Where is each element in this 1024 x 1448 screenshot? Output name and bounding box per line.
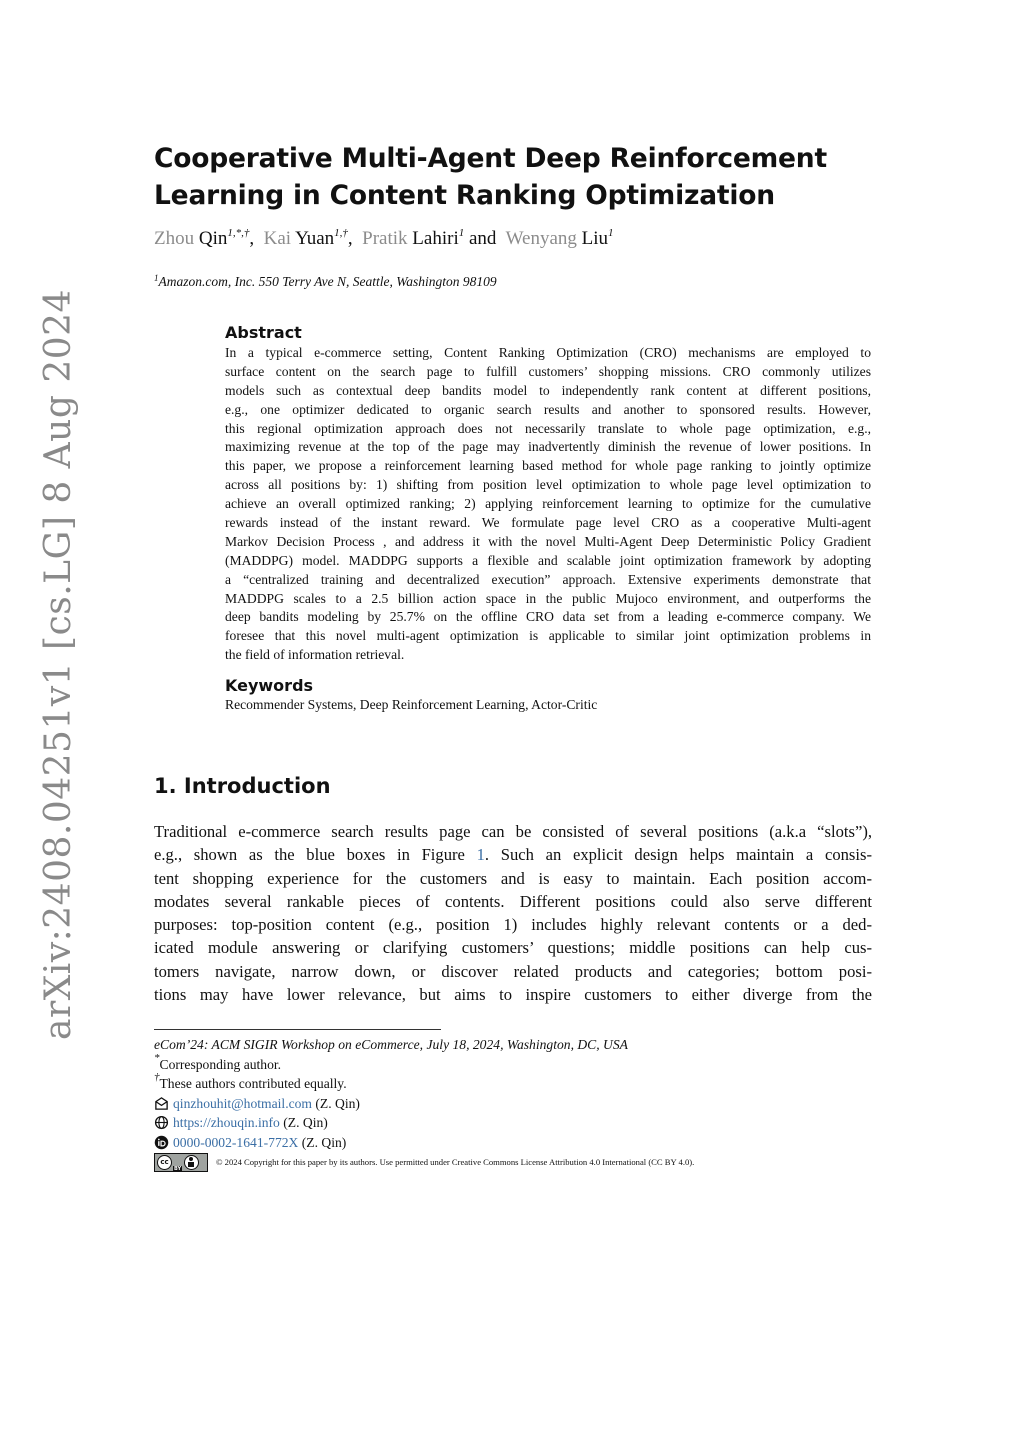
license-row [154,1153,694,1173]
title-line-2: Learning in Content Ranking Optimization [154,180,775,211]
arxiv-identifier-stamp: arXiv:2408.04251v1 [cs.LG] 8 Aug 2024 [38,289,79,1040]
author-list: Zhou Qin$^{1,*,\dagger}$, Kai Yuan$^{1,\dagger}$, Pratik Lahiri$^1$ and Wenyang Liu$^1$ [154,227,614,249]
abstract-line: Markov Decision Process , and address it with the novel Multi-Agent Deep Deterministic Policy Gradient [225,533,871,549]
abstract-line: achieve an overall optimized ranking; 2) applying reinforcement learning to optimize for the cumulative [225,496,871,512]
abstract-line: this regional optimization approach does not necessarily translate to whole page optimization, e.g., [225,420,871,436]
keywords-text: Recommender Systems, Deep Reinforcement Learning, Actor-Critic [225,697,598,712]
globe-icon [154,1115,169,1130]
intro-line: tomers navigate, narrow down, or discover related products and categories; bottom posi- [154,961,872,981]
email-note: qinzhouhit@hotmail.com (Z. Qin) [154,1094,694,1114]
abstract-line: a “centralized training and decentralized execution” approach. Extensive experiments demonstrate that [225,571,871,587]
intro-line: e.g., shown as the blue boxes in Figure 1. Such an explicit design helps maintain a consis- [154,845,872,865]
figure-reference-link[interactable]: 1 [476,845,485,865]
copyright-notice: © 2024 Copyright for this paper by its authors. Use permitted under Creative Commons License Attribution 4.0 International (CC BY 4.0). [216,1157,695,1167]
abstract-line: MADDPG scales to a 2.5 billion action space in the public Mujoco environment, and outperforms the [225,590,871,606]
abstract-line: the field of information retrieval. [225,647,405,663]
author-2: Kai Yuan$^{1,\dagger}$ [263,227,348,249]
abstract-line: surface content on the search page to fulfill customers’ shopping missions. CRO commonly utilizes [225,363,871,379]
abstract-heading: Abstract [225,323,302,342]
envelope-icon [154,1096,169,1111]
website-note: https://zhouqin.info (Z. Qin) [154,1113,694,1133]
footnote-divider [154,1029,441,1030]
intro-line: tions may have lower relevance, but aims to inspire customers to either diverge from the [154,985,872,1005]
cc-by-badge-icon: cc BY [154,1153,208,1172]
orcid-link[interactable]: 0000-0002-1641-772X [173,1134,299,1150]
intro-line: modates several rankable pieces of contents. Different positions could also serve different [154,891,872,911]
introduction-body [154,820,872,1006]
author-conjunction: and [468,228,497,249]
orcid-note: 0000-0002-1641-772X (Z. Qin) [154,1133,694,1153]
introduction-heading: 1. Introduction [154,774,331,798]
abstract-line: rewards instead of the instant reward. We formulate page level CRO as a cooperative Multi-agent [225,515,871,531]
corresponding-note: *Corresponding author. [154,1051,282,1072]
author-1: Zhou Qin$^{1,*,\dagger}$ [154,227,250,249]
abstract-body [225,344,871,665]
keywords-heading: Keywords [225,676,314,695]
website-link[interactable]: https://zhouqin.info [173,1115,280,1130]
intro-line: icated module answering or clarifying customers’ questions; middle positions can help cus- [154,938,872,958]
author-3: Pratik Lahiri$^1$ [362,227,465,249]
abstract-line: models such as contextual deep bandits model to independently rank content at different positions, [225,382,871,398]
abstract-line: maximizing revenue at the top of the page may inadvertently diminish the revenue of lower positions. In [225,439,871,455]
abstract-line: deep bandits modeling by 25.7% on the offline CRO data set from a leading e-commerce company. We [225,609,871,625]
author-4: Wenyang Liu$^1$ [505,227,614,249]
title-line-1: Cooperative Multi-Agent Deep Reinforcement [154,143,827,174]
abstract-line: (MADDPG) model. MADDPG supports a flexible and scalable joint optimization framework by adopting [225,552,871,568]
orcid-icon [154,1135,169,1150]
intro-line: purposes: top-position content (e.g., position 1) includes highly relevant contents or a ded- [154,915,872,935]
abstract-line: this paper, we propose a reinforcement learning based method for whole page ranking to jointly optimize [225,458,871,474]
abstract-line: foresee that this novel multi-agent optimization is applicable to similar joint optimization problems in [225,628,871,644]
abstract-line: across all positions by: 1) shifting from position level optimization to whole page level optimization to [225,477,871,493]
affiliation: $^1$Amazon.com, Inc. 550 Terry Ave N, Seattle, Washington 98109 [154,273,497,289]
intro-line: Traditional e-commerce search results page can be consisted of several positions (a.k.a “slots”), [154,822,872,841]
abstract-line: e.g., one optimizer dedicated to organic search results and another to sponsored results. However, [225,401,871,417]
email-link[interactable]: qinzhouhit@hotmail.com [173,1095,312,1111]
footnotes [154,1035,694,1173]
abstract-line: In a typical e-commerce setting, Content Ranking Optimization (CRO) mechanisms are employed to [225,345,871,360]
paper-title [154,140,874,214]
intro-line: tent shopping experience for the customers and is easy to maintain. Each position accom- [154,868,872,888]
equal-contribution-note: †These authors contributed equally. [154,1071,347,1091]
venue-note: eCom’24: ACM SIGIR Workshop on eCommerce, July 18, 2024, Washington, DC, USA [154,1037,628,1052]
